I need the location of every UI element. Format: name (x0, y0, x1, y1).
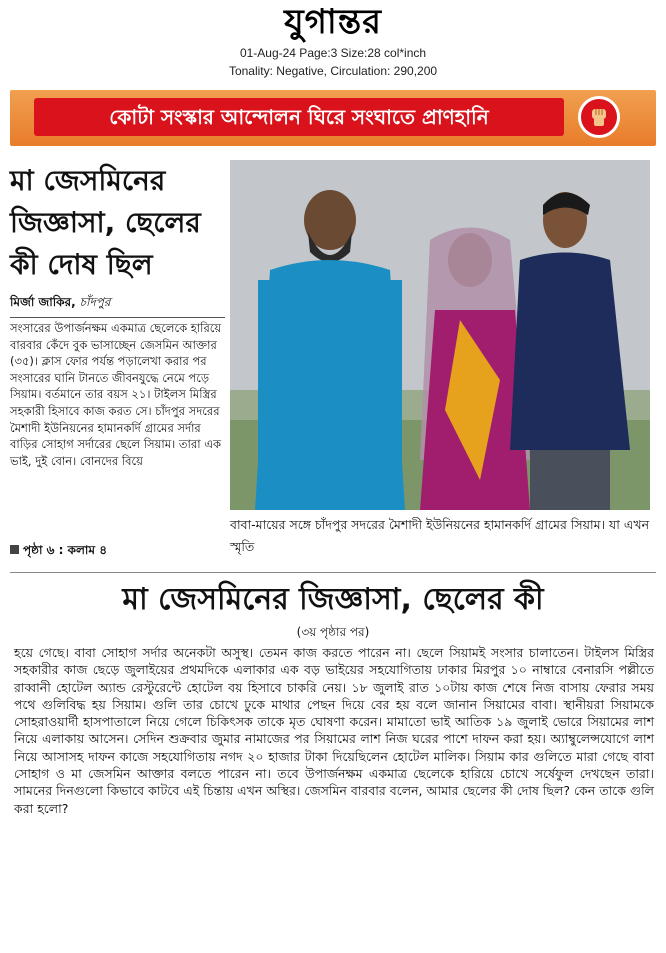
masthead (0, 0, 666, 84)
article-body-intro: সংসারের উপার্জনক্ষম একমাত্র ছেলেকে হারিয়ে বারবার কেঁদে বুক ভাসাচ্ছেন জেসমিন আক্তার (৩৫)। ক্লাস ফোর পর্যন্ত পড়ালেখা করার পর সংসারের ঘানি টানতে জীবনযুদ্ধে নেমে পড়ে সিয়াম। বর্তমানে তার বয়স ২১। টাইলস মিস্ত্রির সহকারী হিসাবে কাজ করত সে। চাঁদপুর সদরের মৈশাদী ইউনিয়নের হামানকর্দি গ্রামের সর্দার বাড়ির সোহাগ সর্দারের ছেলে সিয়াম। তারা এক ভাই, দুই বোন। বোনদের বিয়ে (10, 321, 222, 468)
byline-location: চাঁদপুর (79, 295, 111, 309)
photo-caption: বাবা-মায়ের সঙ্গে চাঁদপুর সদরের মৈশাদী ইউনিয়নের হামানকর্দি গ্রামের সিয়াম। যা এখন স্মৃতি (230, 517, 650, 554)
newspaper-logo: যুগান্তর (284, 2, 382, 42)
continued-headline: মা জেসমিনের জিজ্ঞাসা, ছেলের কী (122, 582, 544, 617)
banner-label-box (34, 98, 564, 136)
article-body-continued: হয়ে গেছে। বাবা সোহাগ সর্দার অনেকটা অসুস্থ। তেমন কাজ করতে পারেন না। ছেলে সিয়ামই সংসার চালাতেন। টাইলস মিস্ত্রির সহকারীর কাজ ছেড়ে জুলাইয়ের প্রথমদিকে এলাকার এক বড় ভাইয়ের সহযোগিতায় ঢাকার মিরপুর ১০ নাম্বারে বেনারসি পল্লীতে রাব্বানী হোটেল অ্যান্ড রেস্টুরেন্টে হোটেল বয় হিসাবে চাকরি নেয়। ১৮ জুলাই রাত ১০টায় কাজ শেষে নিজ বাসায় ফেরার সময় পথে গুলিবিদ্ধ হয় সিয়াম। গুলি তার চোখে ঢুকে মাথার পেছন দিয়ে বের হয় বলে জানান সিয়ামের বাবা। স্থানীয়রা সিয়ামকে সোহরাওয়ার্দী হাসপাতালে নিয়ে গেলে চিকিৎসক তাকে মৃত ঘোষণা করেন। মামাতো ভাই আতিক ১৯ জুলাই ভোরে সিয়ামের লাশ নিয়ে এলাকায় আসেন। সেদিন শুক্রবার জুমার নামাজের পর সিয়ামের লাশ নিজ ঘরের পাশে দাফন করা হয়। অ্যাম্বুলেন্সযোগে লাশ নিয়ে আসাসহ দাফন কাজে সহযোগিতায় নগদ ২০ হাজার টাকা দিয়েছিলেন হোটেল মালিক। সিয়াম কার গুলিতে মারা গেছে বাবা সোহাগ ও মা জেসমিন আক্তার বলতে পারেন না। তবে উপার্জনক্ষম একমাত্র ছেলেকে হারিয়ে চোখে সর্ষেফুল দেখছেন তারা। সামনের দিনগুলো কিভাবে কাটবে এই চিন্তায় এখন অস্থির। জেসমিন বারবার বলেন, আমার ছেলের কী দোষ ছিল? কেন তাকে গুলি করা হলো? (14, 645, 654, 816)
bullet-square-icon (10, 545, 19, 554)
byline-author: মির্জা জাকির, (10, 295, 76, 309)
clipping-stats-line: Tonality: Negative, Circulation: 290,200 (228, 64, 438, 78)
jump-text: পৃষ্ঠা ৬ : কলাম ৪ (23, 543, 108, 557)
article-headline: মা জেসমিনের জিজ্ঞাসা, ছেলের কী দোষ ছিল (10, 164, 201, 281)
banner-title: কোটা সংস্কার আন্দোলন ঘিরে সংঘাতে প্রাণহানি (109, 105, 489, 129)
continued-from-label: (৩য় পৃষ্ঠার পর) (296, 625, 370, 639)
raised-fist-icon (578, 96, 620, 138)
byline (10, 294, 225, 318)
section-banner (10, 90, 656, 146)
family-photo (230, 160, 650, 510)
clipping-meta-line: 01-Aug-24 Page:3 Size:28 col*inch (239, 46, 427, 60)
section-divider (10, 572, 656, 573)
page-jump-reference (10, 542, 225, 562)
